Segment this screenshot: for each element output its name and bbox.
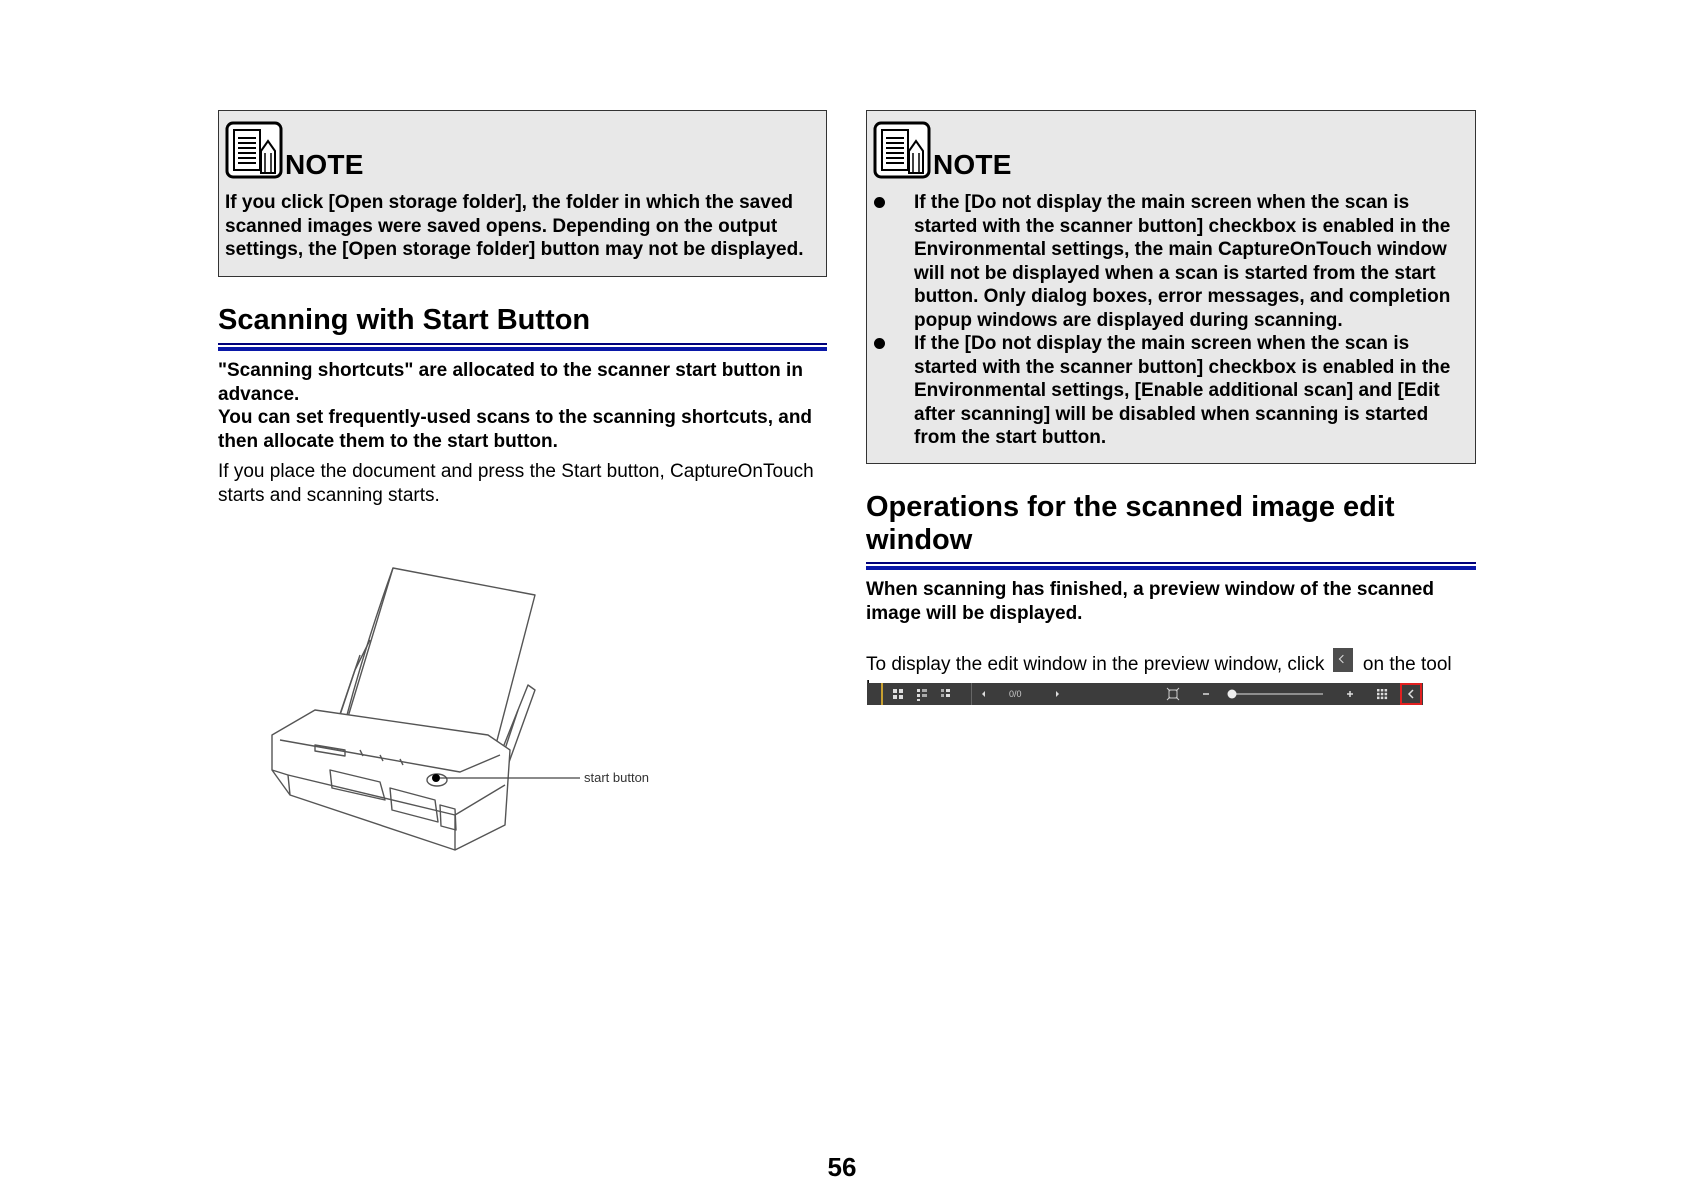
grid-view-icon bbox=[891, 683, 905, 705]
note-icon bbox=[225, 121, 283, 179]
section-heading-start-button: Scanning with Start Button bbox=[218, 304, 591, 336]
zoom-slider bbox=[1227, 683, 1327, 705]
page-counter: 0/0 bbox=[1009, 689, 1022, 699]
note-box-left bbox=[218, 110, 827, 277]
edit-window-toggle-icon bbox=[1400, 683, 1422, 705]
start-button-callout: start button bbox=[584, 770, 650, 785]
note-bullet-item: If the [Do not display the main screen when the scan is started with the scanner button] checkbox is enabled in the Environmental settings, [Enable additional scan] and [Edit after scanning] will be disabled when scanning is started from the start button. bbox=[867, 332, 1467, 450]
heading-rule bbox=[218, 343, 827, 351]
prev-page-icon bbox=[979, 683, 989, 705]
section-heading-edit-window: Operations for the scanned image edit window bbox=[866, 491, 1395, 556]
thumbnail-view-icon bbox=[939, 683, 953, 705]
zoom-in-icon bbox=[1345, 683, 1355, 705]
toolbar-divider bbox=[971, 683, 972, 705]
note-header bbox=[873, 123, 1012, 179]
preview-toolbar bbox=[867, 683, 1423, 705]
edit-window-toggle-icon bbox=[1333, 648, 1353, 672]
toolbar-left-edge bbox=[881, 683, 883, 705]
list-view-icon bbox=[915, 683, 929, 705]
note-header bbox=[225, 123, 364, 179]
multi-grid-icon bbox=[1375, 683, 1389, 705]
edit-intro-bold: When scanning has finished, a preview window of the scanned image will be displayed. bbox=[866, 579, 1434, 624]
note-bullet-list bbox=[867, 191, 1467, 450]
edit-instruction-after: on the tool bbox=[1362, 654, 1452, 675]
next-page-icon bbox=[1052, 683, 1062, 705]
note-box-right bbox=[866, 110, 1476, 464]
intro-bold-1: "Scanning shortcuts" are allocated to the scanner start button in advance. bbox=[218, 360, 803, 405]
edit-instruction-before: To display the edit window in the preview window, click bbox=[866, 654, 1325, 675]
note-icon bbox=[873, 121, 931, 179]
heading-rule bbox=[866, 562, 1476, 570]
note-label: NOTE bbox=[933, 149, 1012, 180]
scanner-illustration bbox=[260, 560, 680, 860]
intro-plain: If you place the document and press the Start button, CaptureOnTouch starts and scanning starts. bbox=[218, 461, 814, 506]
note-bullet-item: If the [Do not display the main screen when the scan is started with the scanner button] checkbox is enabled in the Environmental settings, the main CaptureOnTouch window will not be displayed when a scan is started from the start button. Only dialog boxes, error messages, and completion popup windows are displayed during scanning. bbox=[867, 191, 1467, 332]
note-text: If you click [Open storage folder], the folder in which the saved scanned images were saved opens. Depending on the output settings, the [Open storage folder] button may not be displayed. bbox=[225, 192, 804, 260]
note-label: NOTE bbox=[285, 149, 364, 180]
zoom-out-icon bbox=[1201, 683, 1211, 705]
page-number: 56 bbox=[827, 1152, 857, 1182]
fit-page-icon bbox=[1165, 683, 1181, 705]
intro-bold-2: You can set frequently-used scans to the scanning shortcuts, and then allocate them to the start button. bbox=[218, 407, 813, 452]
